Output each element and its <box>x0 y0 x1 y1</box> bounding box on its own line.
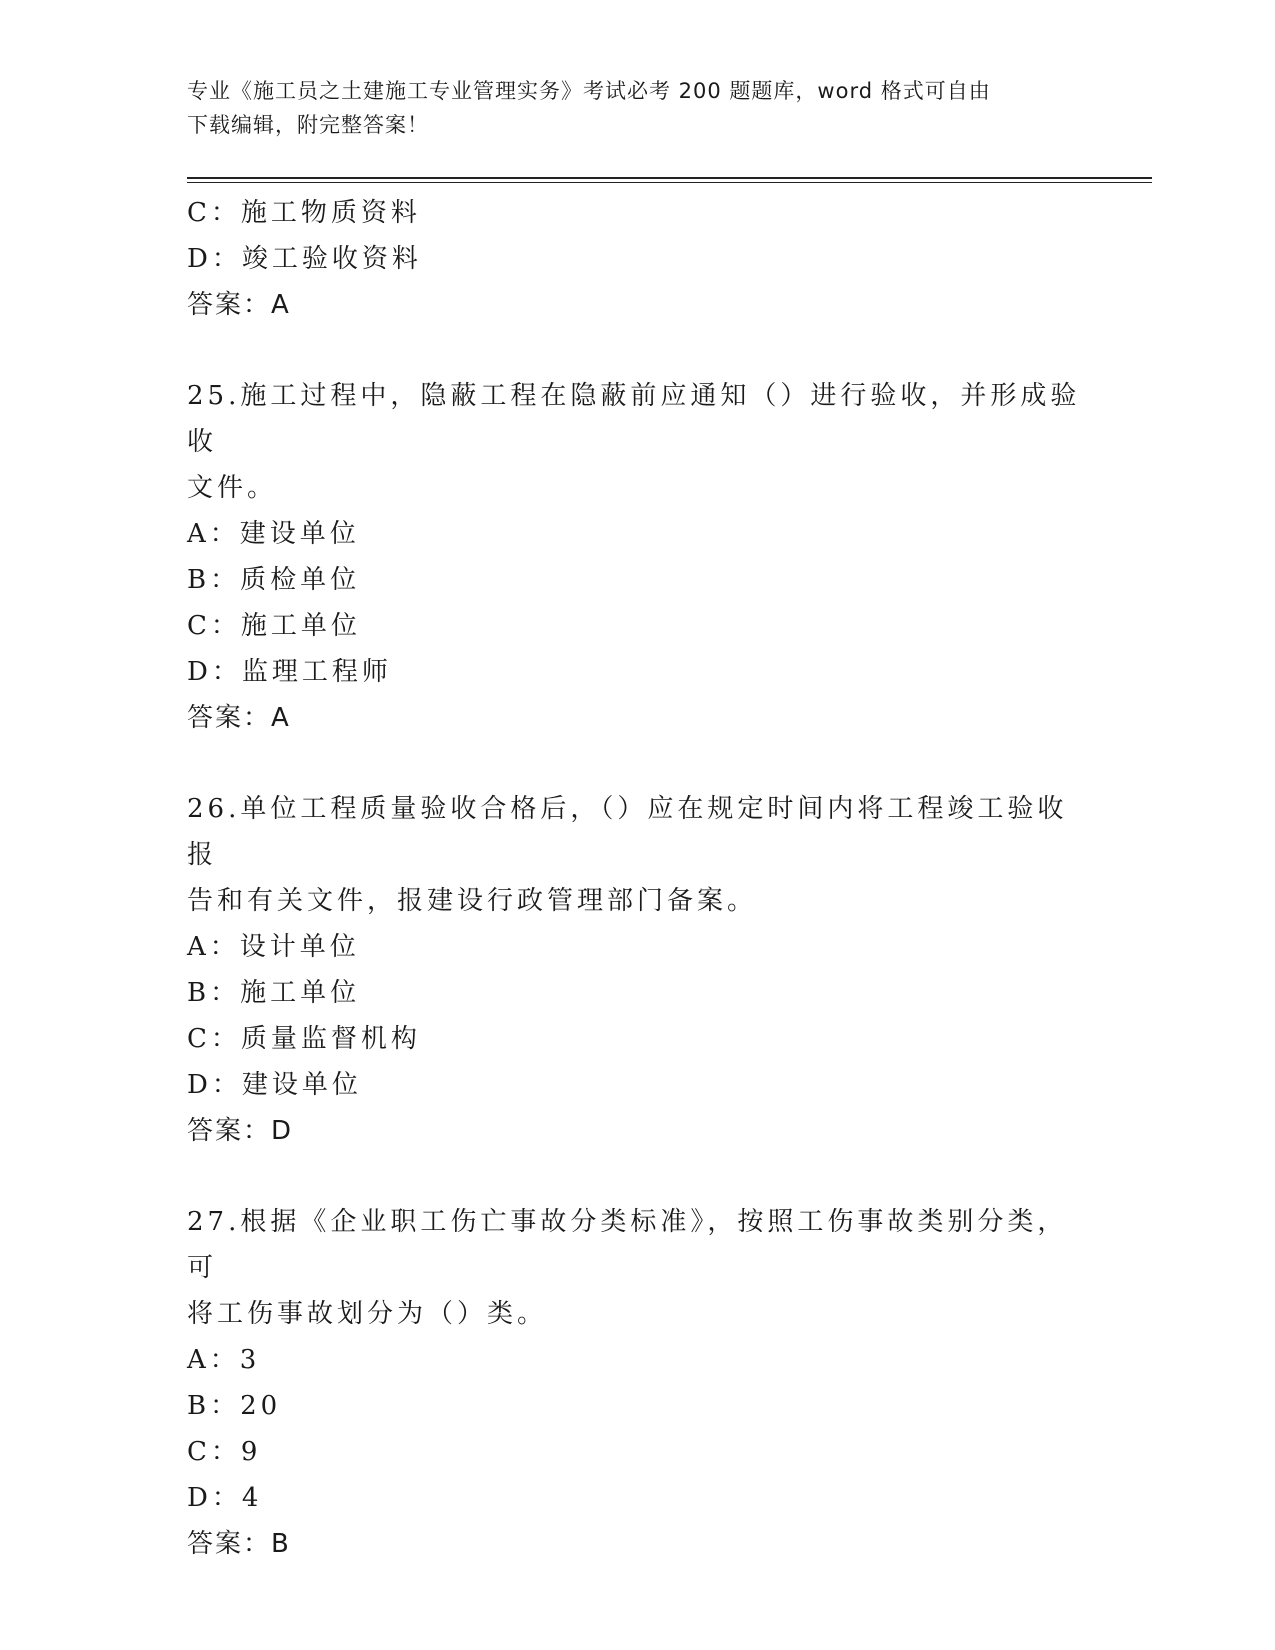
answer-line: 答案：A <box>187 290 291 320</box>
question-text-line-2: 告和有关文件，报建设行政管理部门备案。 <box>187 886 758 916</box>
document-body <box>187 190 1087 1567</box>
option-b: B：施工单位 <box>187 978 361 1008</box>
question-27 <box>187 1199 1087 1567</box>
option-c: C：施工单位 <box>187 611 361 641</box>
question-25 <box>187 373 1087 741</box>
option-c: C：质量监督机构 <box>187 1024 421 1054</box>
question-26 <box>187 786 1087 1154</box>
option-d: D：建设单位 <box>187 1070 362 1100</box>
option-d: D：4 <box>187 1483 263 1513</box>
header-divider-thin <box>187 182 1152 183</box>
option-b: B：20 <box>187 1391 282 1421</box>
option-d: D：监理工程师 <box>187 657 392 687</box>
answer-line: 答案：D <box>187 1116 294 1146</box>
previous-question-tail <box>187 190 1087 328</box>
question-text-line-1: 26.单位工程质量验收合格后，（）应在规定时间内将工程竣工验收报 <box>187 794 1068 870</box>
header-divider-thick <box>187 177 1152 179</box>
document-header <box>187 74 1067 142</box>
option-d: D：竣工验收资料 <box>187 244 422 274</box>
question-text-line-1: 27.根据《企业职工伤亡事故分类标准》，按照工伤事故类别分类，可 <box>187 1207 1068 1283</box>
question-text-line-2: 文件。 <box>187 473 278 503</box>
option-a: A：3 <box>187 1345 261 1375</box>
header-line-1: 专业《施工员之土建施工专业管理实务》考试必考 200 题题库，word 格式可自由 <box>187 79 991 103</box>
answer-line: 答案：A <box>187 703 291 733</box>
option-a: A：建设单位 <box>187 519 360 549</box>
header-line-2: 下载编辑，附完整答案！ <box>187 113 429 137</box>
option-c: C：9 <box>187 1437 262 1467</box>
option-c: C：施工物质资料 <box>187 198 421 228</box>
option-b: B：质检单位 <box>187 565 361 595</box>
question-text-line-2: 将工伤事故划分为（）类。 <box>187 1299 548 1329</box>
option-a: A：设计单位 <box>187 932 360 962</box>
answer-line: 答案：B <box>187 1529 291 1559</box>
question-text-line-1: 25.施工过程中，隐蔽工程在隐蔽前应通知（）进行验收，并形成验收 <box>187 381 1081 457</box>
